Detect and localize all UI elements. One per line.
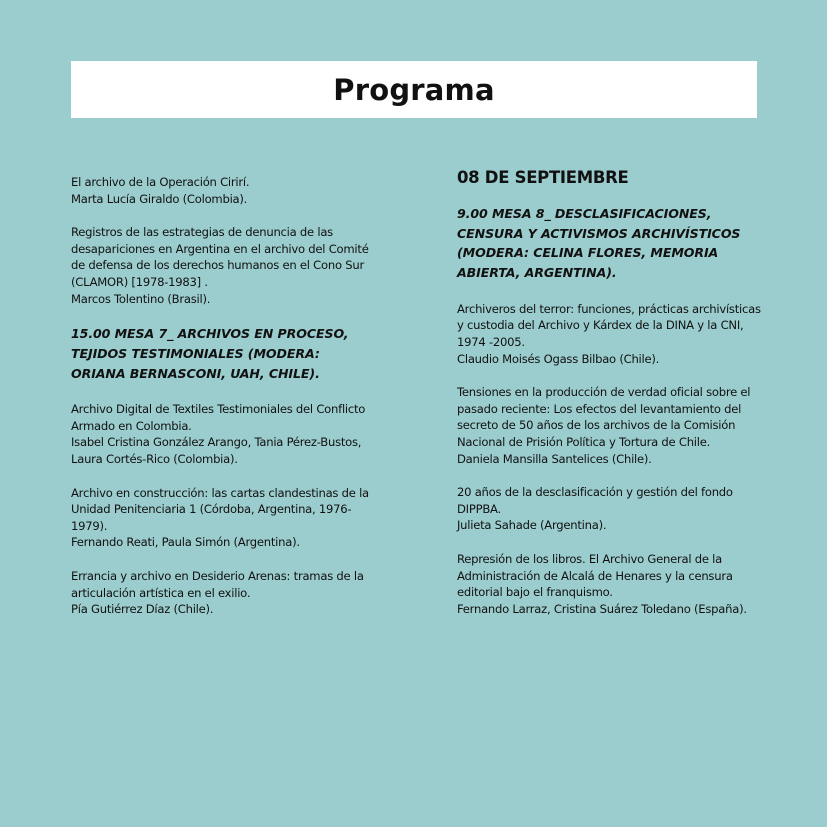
program-entry: [71, 485, 376, 551]
entry-authors: Daniela Mansilla Santelices (Chile).: [457, 451, 652, 466]
program-entry: [457, 384, 762, 467]
right-column: [457, 166, 762, 634]
left-column: [71, 174, 376, 635]
entry-authors: Fernando Reati, Paula Simón (Argentina).: [71, 535, 300, 550]
program-entry: [71, 401, 376, 467]
entry-title: Tensiones en la producción de verdad oficial sobre el pasado reciente: Los efectos del levantamiento del secreto de 50 años de los archivos de la Comisión Nacional de Prisión Política y Tortura de Chile.: [457, 385, 751, 449]
program-entry: [457, 301, 762, 367]
entry-authors: Marcos Tolentino (Brasil).: [71, 291, 211, 306]
entry-title: Errancia y archivo en Desiderio Arenas: tramas de la articulación artística en el exilio.: [71, 569, 364, 600]
entry-authors: Claudio Moisés Ogass Bilbao (Chile).: [457, 351, 660, 366]
entry-authors: Isabel Cristina González Arango, Tania Pérez-Bustos, Laura Cortés-Rico (Colombia).: [71, 435, 362, 467]
program-entry: [71, 174, 376, 207]
program-entry: [71, 568, 376, 618]
entry-authors: Julieta Sahade (Argentina).: [457, 518, 607, 533]
entry-title: 20 años de la desclasificación y gestión del fondo DIPPBA.: [457, 485, 733, 516]
program-entry: [457, 484, 762, 534]
entry-title: Represión de los libros. El Archivo General de la Administración de Alcalá de Henares y la censura editorial bajo el franquismo.: [457, 551, 733, 600]
entry-title: Archiveros del terror: funciones, prácticas archivísticas y custodia del Archivo y Kárdex de la DINA y la CNI, 1974 -2005.: [457, 301, 761, 349]
entry-title: Archivo en construcción: las cartas clandestinas de la Unidad Penitenciaria 1 (Córdoba, Argentina, 1976-1979).: [71, 485, 369, 533]
entry-title: Registros de las estrategias de denuncia de las desapariciones en Argentina en el archivo del Comité de defensa de los derechos humanos en el Cono Sur (CLAMOR) [1978-1983] .: [71, 225, 369, 289]
program-entry: [457, 551, 762, 617]
entry-authors: Pía Gutiérrez Díaz (Chile).: [71, 602, 214, 617]
entry-title: El archivo de la Operación Cirirí.: [71, 175, 250, 189]
entry-authors: Fernando Larraz, Cristina Suárez Toledano (España).: [457, 601, 747, 616]
entry-authors: Marta Lucía Giraldo (Colombia).: [71, 191, 248, 206]
session-heading: 9.00 MESA 8_ DESCLASIFICACIONES, CENSURA Y ACTIVISMOS ARCHIVÍSTICOS (MODERA: CELINA FLORES, MEMORIA ABIERTA, ARGENTINA).: [457, 206, 741, 281]
page-title: Programa: [333, 72, 495, 107]
program-entry: [71, 224, 376, 307]
date-heading: 08 DE SEPTIEMBRE: [457, 168, 629, 187]
title-box: [71, 61, 757, 118]
session-heading: 15.00 MESA 7_ ARCHIVOS EN PROCESO, TEJIDOS TESTIMONIALES (MODERA: ORIANA BERNASCONI, UAH, CHILE).: [71, 326, 349, 381]
entry-title: Archivo Digital de Textiles Testimoniales del Conflicto Armado en Colombia.: [71, 402, 366, 433]
